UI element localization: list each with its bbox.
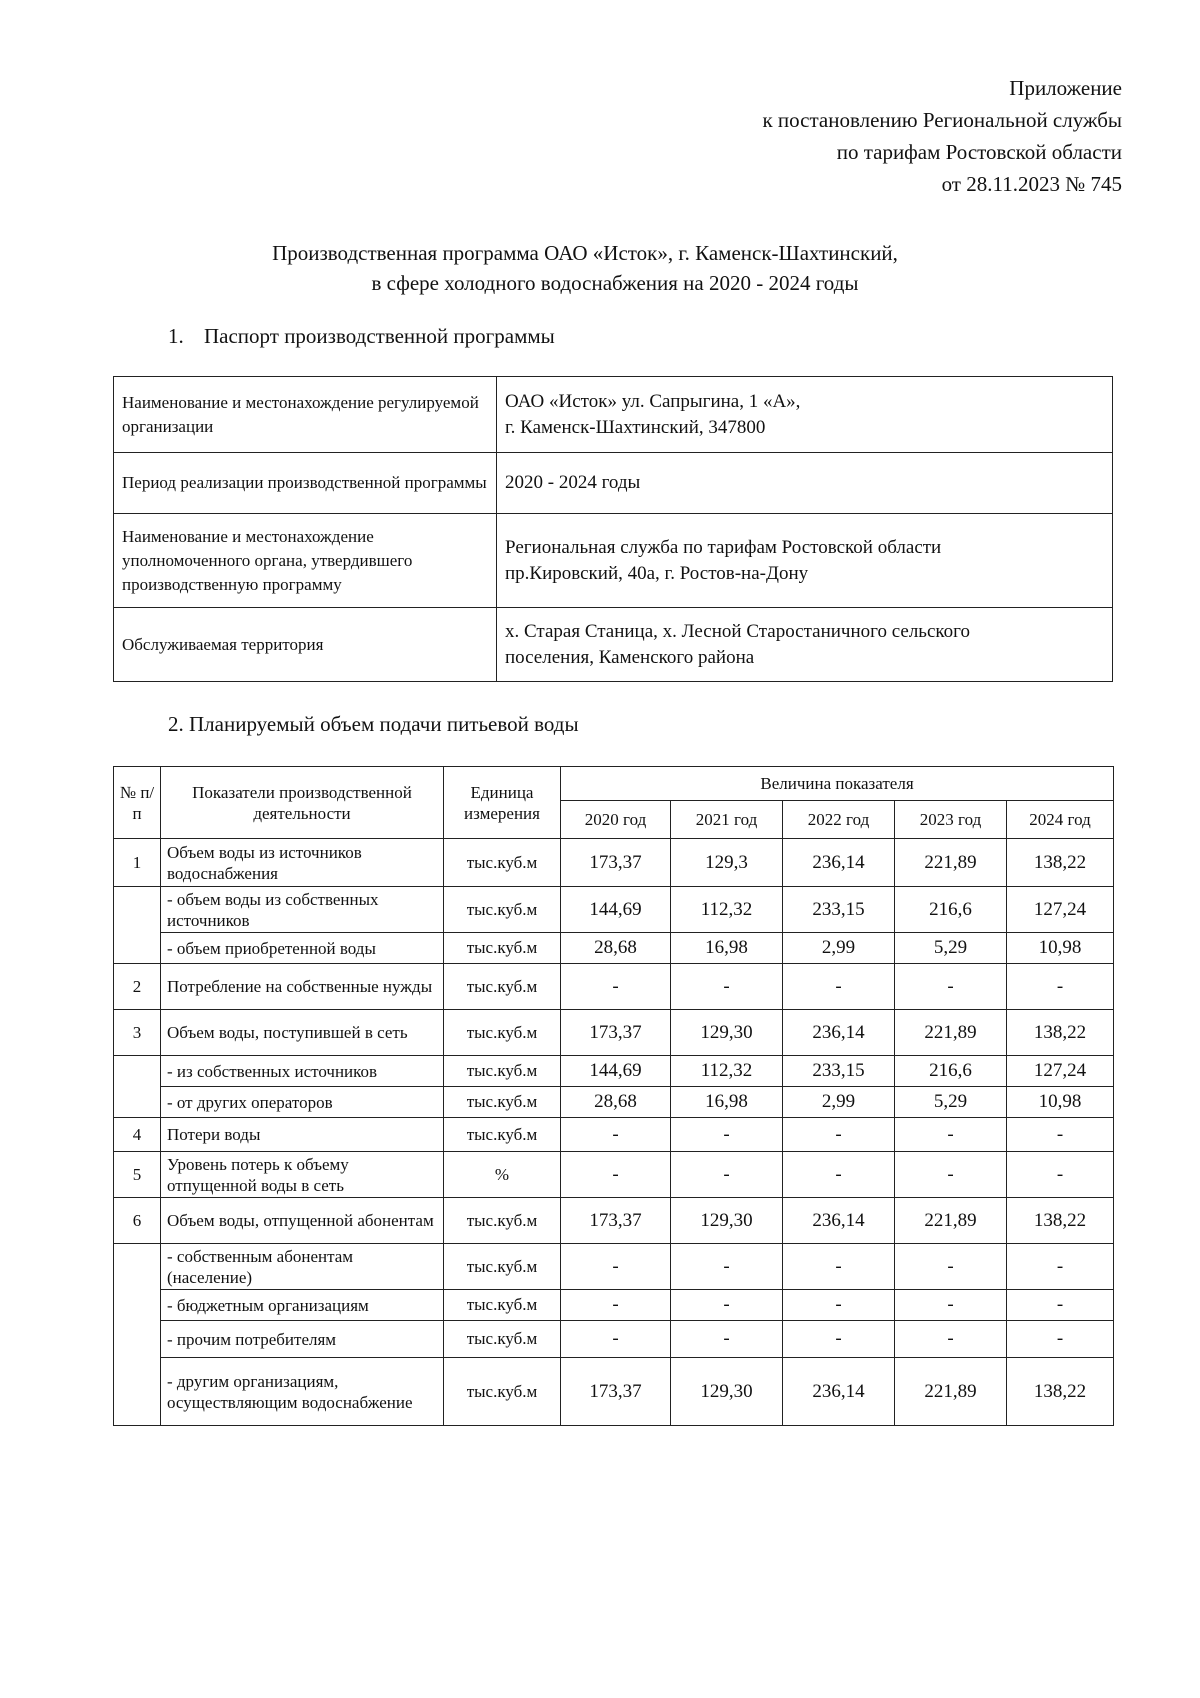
value-cell: 221,89: [895, 1198, 1007, 1244]
value-cell: 173,37: [561, 1198, 671, 1244]
value-cell: 127,24: [1007, 887, 1114, 933]
value-cell: 138,22: [1007, 1198, 1114, 1244]
value-cell: -: [671, 964, 783, 1010]
value-cell: -: [895, 1290, 1007, 1321]
table-body: [114, 839, 1114, 1426]
unit-cell: тыс.куб.м: [444, 1198, 561, 1244]
passport-value: [497, 608, 1113, 682]
appendix-line: по тарифам Ростовской области: [836, 140, 1122, 164]
table-row: [114, 1118, 1114, 1152]
value-cell: 16,98: [671, 1087, 783, 1118]
table-row: [114, 1152, 1114, 1198]
value-cell: -: [895, 964, 1007, 1010]
value-cell: 138,22: [1007, 839, 1114, 887]
table-row: [114, 964, 1114, 1010]
value-cell: -: [561, 1244, 671, 1290]
row-number: 3: [114, 1010, 161, 1056]
value-cell: 221,89: [895, 1358, 1007, 1426]
value-cell: 129,30: [671, 1198, 783, 1244]
value-cell: -: [671, 1290, 783, 1321]
indicator-name: - другим организациям, осуществляющим водоснабжение: [161, 1358, 444, 1426]
table-row: [114, 1056, 1114, 1087]
indicator-name: - собственным абонентам (население): [161, 1244, 444, 1290]
table-row: [114, 1087, 1114, 1118]
value-cell: -: [783, 1152, 895, 1198]
header-value: Величина показателя: [561, 767, 1114, 801]
passport-value-line: Региональная служба по тарифам Ростовской области: [505, 536, 942, 558]
unit-cell: тыс.куб.м: [444, 1087, 561, 1118]
value-cell: -: [895, 1152, 1007, 1198]
appendix-line: от 28.11.2023 № 745: [941, 172, 1122, 196]
value-cell: 138,22: [1007, 1010, 1114, 1056]
indicator-name: - бюджетным организациям: [161, 1290, 444, 1321]
value-cell: -: [561, 1321, 671, 1358]
table-row: [114, 1290, 1114, 1321]
indicator-name: - прочим потребителям: [161, 1321, 444, 1358]
value-cell: 144,69: [561, 887, 671, 933]
value-cell: -: [671, 1152, 783, 1198]
value-cell: -: [1007, 1244, 1114, 1290]
section-number: 1.: [168, 324, 184, 348]
value-cell: -: [671, 1321, 783, 1358]
value-cell: 173,37: [561, 839, 671, 887]
unit-cell: тыс.куб.м: [444, 1290, 561, 1321]
value-cell: -: [561, 1290, 671, 1321]
unit-cell: %: [444, 1152, 561, 1198]
header-row: [114, 767, 1114, 801]
appendix-line: к постановлению Региональной службы: [762, 108, 1122, 132]
value-cell: 173,37: [561, 1358, 671, 1426]
value-cell: -: [1007, 1290, 1114, 1321]
row-number: [114, 1358, 161, 1426]
table-row: [114, 1321, 1114, 1358]
table-row: [114, 608, 1113, 682]
indicator-name: - объем приобретенной воды: [161, 933, 444, 964]
unit-cell: тыс.куб.м: [444, 1244, 561, 1290]
header-year: 2021 год: [671, 801, 783, 839]
header-unit: Единица измерения: [444, 767, 561, 839]
value-cell: -: [783, 1321, 895, 1358]
value-cell: -: [783, 964, 895, 1010]
indicator-name: Объем воды из источников водоснабжения: [161, 839, 444, 887]
value-cell: 112,32: [671, 1056, 783, 1087]
table-row: [114, 1244, 1114, 1290]
passport-key: Обслуживаемая территория: [114, 608, 497, 682]
value-cell: -: [561, 1152, 671, 1198]
value-cell: 236,14: [783, 1198, 895, 1244]
table-row: [114, 887, 1114, 933]
value-cell: 5,29: [895, 933, 1007, 964]
passport-table: [113, 376, 1113, 682]
value-cell: -: [783, 1244, 895, 1290]
indicator-name: Уровень потерь к объему отпущенной воды в сеть: [161, 1152, 444, 1198]
passport-key: Период реализации производственной программы: [114, 453, 497, 514]
table-row: [114, 933, 1114, 964]
row-number: [114, 887, 161, 933]
value-cell: -: [783, 1290, 895, 1321]
value-cell: 129,3: [671, 839, 783, 887]
section-title: Паспорт производственной программы: [204, 324, 555, 348]
title-line: Производственная программа ОАО «Исток», г. Каменск-Шахтинский,: [272, 241, 898, 265]
value-cell: 216,6: [895, 1056, 1007, 1087]
row-number: [114, 1290, 161, 1321]
row-number: [114, 933, 161, 964]
row-number: [114, 1056, 161, 1087]
document-title: [0, 238, 1200, 298]
value-cell: 221,89: [895, 839, 1007, 887]
value-cell: -: [1007, 1152, 1114, 1198]
value-cell: -: [783, 1118, 895, 1152]
value-cell: 216,6: [895, 887, 1007, 933]
section-heading-passport: [168, 322, 555, 350]
value-cell: 236,14: [783, 1358, 895, 1426]
header-year: 2020 год: [561, 801, 671, 839]
indicator-name: Потери воды: [161, 1118, 444, 1152]
header-year: 2023 год: [895, 801, 1007, 839]
unit-cell: тыс.куб.м: [444, 887, 561, 933]
row-number: 5: [114, 1152, 161, 1198]
indicator-name: Объем воды, отпущенной абонентам: [161, 1198, 444, 1244]
value-cell: 10,98: [1007, 933, 1114, 964]
table-row: [114, 1198, 1114, 1244]
value-cell: -: [895, 1118, 1007, 1152]
row-number: 1: [114, 839, 161, 887]
table-row: [114, 839, 1114, 887]
value-cell: 16,98: [671, 933, 783, 964]
value-cell: 112,32: [671, 887, 783, 933]
indicator-name: - из собственных источников: [161, 1056, 444, 1087]
row-number: 4: [114, 1118, 161, 1152]
row-number: 2: [114, 964, 161, 1010]
row-number: 6: [114, 1198, 161, 1244]
water-volume-table: [113, 766, 1114, 1426]
value-cell: -: [671, 1244, 783, 1290]
table-row: [114, 514, 1113, 608]
title-line: в сфере холодного водоснабжения на 2020 - 2024 годы: [371, 271, 859, 295]
value-cell: 129,30: [671, 1358, 783, 1426]
value-cell: 2,99: [783, 933, 895, 964]
unit-cell: тыс.куб.м: [444, 1321, 561, 1358]
value-cell: 10,98: [1007, 1087, 1114, 1118]
value-cell: 28,68: [561, 1087, 671, 1118]
value-cell: 221,89: [895, 1010, 1007, 1056]
table-row: [114, 1358, 1114, 1426]
value-cell: 236,14: [783, 839, 895, 887]
indicator-name: - объем воды из собственных источников: [161, 887, 444, 933]
indicator-name: Объем воды, поступившей в сеть: [161, 1010, 444, 1056]
table-row: [114, 377, 1113, 453]
passport-value-line: поселения, Каменского района: [505, 646, 755, 668]
value-cell: -: [1007, 1118, 1114, 1152]
passport-value: [497, 514, 1113, 608]
table-row: [114, 1010, 1114, 1056]
passport-value-line: х. Старая Станица, х. Лесной Старостаничного сельского: [505, 620, 970, 642]
passport-value-line: пр.Кировский, 40а, г. Ростов-на-Дону: [505, 562, 809, 584]
unit-cell: тыс.куб.м: [444, 1358, 561, 1426]
unit-cell: тыс.куб.м: [444, 1056, 561, 1087]
section-heading-volume: 2. Планируемый объем подачи питьевой воды: [168, 712, 579, 736]
passport-value-line: 2020 - 2024 годы: [505, 472, 641, 493]
unit-cell: тыс.куб.м: [444, 1118, 561, 1152]
header-year: 2024 год: [1007, 801, 1114, 839]
unit-cell: тыс.куб.м: [444, 933, 561, 964]
indicator-name: - от других операторов: [161, 1087, 444, 1118]
unit-cell: тыс.куб.м: [444, 1010, 561, 1056]
header-year: 2022 год: [783, 801, 895, 839]
passport-value: [497, 453, 1113, 514]
appendix-block: [762, 72, 1122, 200]
value-cell: 129,30: [671, 1010, 783, 1056]
value-cell: -: [671, 1118, 783, 1152]
value-cell: 28,68: [561, 933, 671, 964]
value-cell: -: [561, 1118, 671, 1152]
row-number: [114, 1244, 161, 1290]
value-cell: -: [895, 1244, 1007, 1290]
appendix-line: Приложение: [1009, 76, 1122, 100]
value-cell: 144,69: [561, 1056, 671, 1087]
value-cell: -: [1007, 964, 1114, 1010]
unit-cell: тыс.куб.м: [444, 839, 561, 887]
header-indicator: Показатели производственной деятельности: [161, 767, 444, 839]
passport-value-line: ОАО «Исток» ул. Сапрыгина, 1 «А»,: [505, 390, 801, 412]
value-cell: 2,99: [783, 1087, 895, 1118]
row-number: [114, 1321, 161, 1358]
value-cell: -: [895, 1321, 1007, 1358]
table-row: [114, 453, 1113, 514]
value-cell: 127,24: [1007, 1056, 1114, 1087]
passport-key: Наименование и местонахождение регулируемой организации: [114, 377, 497, 453]
header-num: № п/п: [114, 767, 161, 839]
value-cell: -: [1007, 1321, 1114, 1358]
unit-cell: тыс.куб.м: [444, 964, 561, 1010]
indicator-name: Потребление на собственные нужды: [161, 964, 444, 1010]
value-cell: 5,29: [895, 1087, 1007, 1118]
value-cell: 233,15: [783, 887, 895, 933]
value-cell: 138,22: [1007, 1358, 1114, 1426]
passport-key: Наименование и местонахождение уполномоченного органа, утвердившего производственную программу: [114, 514, 497, 608]
value-cell: 233,15: [783, 1056, 895, 1087]
value-cell: 236,14: [783, 1010, 895, 1056]
value-cell: 173,37: [561, 1010, 671, 1056]
passport-value-line: г. Каменск-Шахтинский, 347800: [505, 416, 766, 438]
row-number: [114, 1087, 161, 1118]
value-cell: -: [561, 964, 671, 1010]
passport-value: [497, 377, 1113, 453]
